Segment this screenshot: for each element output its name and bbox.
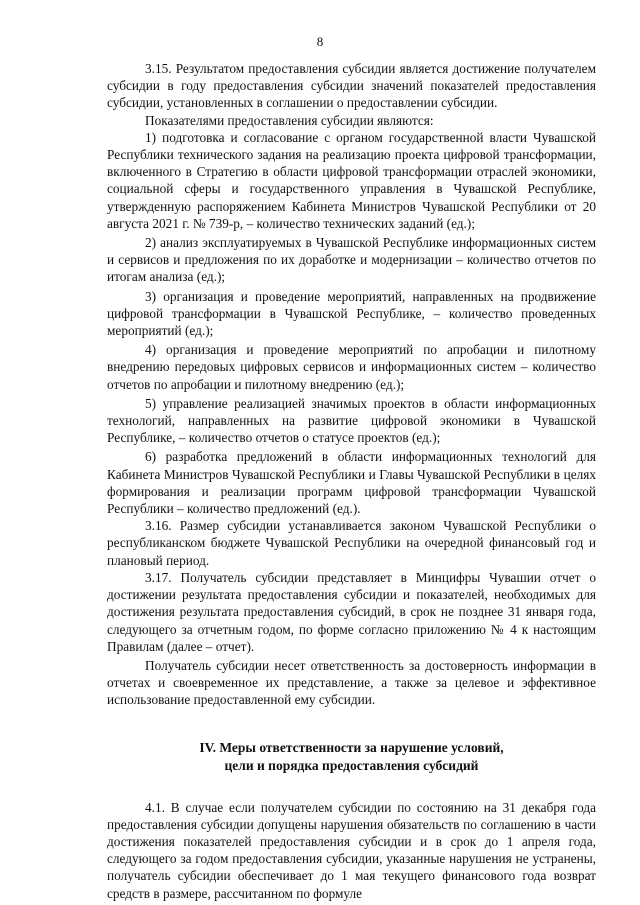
section-heading	[107, 739, 596, 775]
paragraph-3-15: 3.15. Результатом предоставления субсидии является достижение получателем субсидии в году предоставления субсидии значений показателей предоставления субсидии, установленных в соглашении о предоставлении субсидии.	[107, 61, 596, 111]
paragraph-indicator-1: 1) подготовка и согласование с органом государственной власти Чувашской Республики технического задания на реализацию проекта цифровой трансформации, включенного в Стратегию в области цифровой трансформации отраслей экономики, социальной сферы и государственного управления в Чувашской Республике, утвержденную распоряжением Кабинета Министров Чувашской Республики от 20 августа 2021 г. № 739-р, – количество технических заданий (ед.);	[107, 129, 596, 231]
paragraph-indicators-intro: Показателями предоставления субсидии являются:	[145, 112, 434, 128]
paragraph-responsibility: Получатель субсидии несет ответственность за достоверность информации в отчетах и своевременное их представление, а также за целевое и эффективное использование предоставленной ему субсидии.	[107, 657, 596, 708]
paragraph-indicator-2: 2) анализ эксплуатируемых в Чувашской Республике информационных систем и сервисов и предложения по их доработке и модернизации – количество отчетов по итогам анализа (ед.);	[107, 235, 596, 285]
paragraph-4-1: 4.1. В случае если получателем субсидии по состоянию на 31 декабря года предоставления субсидии допущены нарушения обязательств по соглашению в части достижения показателей предоставления субсидии и в срок до 1 апреля года, следующего за годом предоставления субсидии, указанные нарушения не устранены, получатель субсидии обеспечивает до 1 мая текущего финансового года возврат средств в размере, рассчитанном по формуле	[107, 799, 596, 901]
paragraph-3-16: 3.16. Размер субсидии устанавливается законом Чувашской Республики о республиканском бюджете Чувашской Республики на очередной финансовый год и плановый период.	[107, 518, 596, 568]
paragraph-3-17: 3.17. Получатель субсидии представляет в Минцифры Чувашии отчет о достижении результата предоставления субсидии и показателей, необходимых для достижения результата предоставления субсидий, в срок не позднее 31 января года, следующего за отчетным годом, по форме согласно приложению № 4 к настоящим Правилам (далее – отчет).	[107, 569, 596, 654]
paragraph-indicator-5: 5) управление реализацией значимых проектов в области информационных технологий, направленных на развитие цифровой экономики в Чувашской Республике, – количество отчетов о статусе проектов (ед.);	[107, 395, 596, 446]
document-body	[107, 60, 596, 902]
page-number: 8	[316, 34, 324, 49]
paragraph-indicator-3: 3) организация и проведение мероприятий, направленных на продвижение цифровой трансформации в Чувашской Республике, – количество проведенных мероприятий (ед.);	[107, 288, 596, 339]
paragraph-indicator-4: 4) организация и проведение мероприятий по апробации и пилотному внедрению передовых цифровых сервисов и информационных систем – количество отчетов по апробации и пилотному внедрению (ед.);	[107, 342, 596, 392]
section-heading-line-1: IV. Меры ответственности за нарушение условий,	[199, 739, 504, 755]
paragraph-indicator-6: 6) разработка предложений в области информационных технологий для Кабинета Министров Чувашской Республики и Главы Чувашской Республики в целях формирования и реализации программ цифровой трансформации Чувашской Республики – количество предложений (ед.).	[107, 449, 596, 517]
section-heading-line-2: цели и порядка предоставления субсидий	[224, 757, 479, 773]
